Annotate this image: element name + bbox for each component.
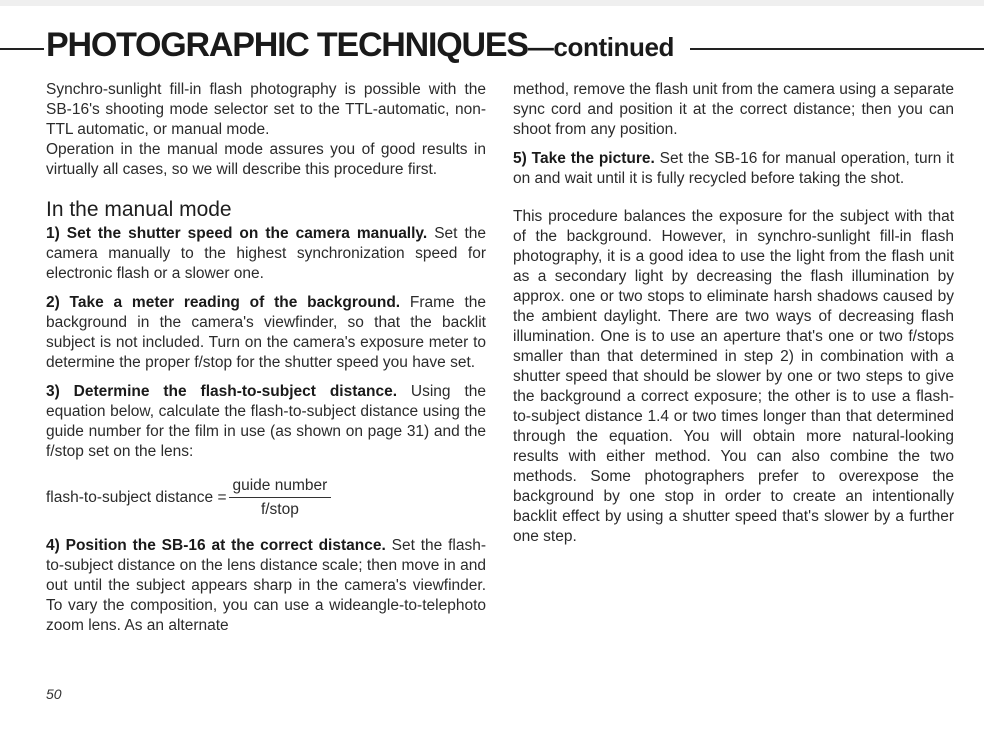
title-continued: —continued	[527, 32, 675, 62]
left-column	[46, 80, 486, 636]
step-4-continuation: method, remove the flash unit from the camera using a separate sync cord and position it at the correct distance; then you can shoot from any position.	[513, 81, 954, 138]
step-1	[46, 224, 486, 284]
step-2-text: Frame the background in the camera's viewfinder, so that the backlit subject is not included. Turn on the camera's exposure meter to determine the proper f/stop for the shutter speed you have set.	[46, 294, 486, 371]
equation-numerator: guide number	[229, 476, 332, 498]
intro-paragraph-2: Operation in the manual mode assures you of good results in virtually all cases, so we will describe this procedure first.	[46, 141, 486, 178]
distance-equation	[46, 476, 486, 520]
step-3-text: Using the equation below, calculate the flash-to-subject distance using the guide number for the film in use (as shown on page 31) and the f/stop set on the lens:	[46, 383, 486, 460]
page-header	[0, 24, 984, 66]
step-5-title: 5) Take the picture.	[513, 150, 655, 167]
header-rule-right	[690, 48, 984, 50]
section-heading: In the manual mode	[46, 198, 232, 221]
step-3-title: 3) Determine the flash-to-subject distance.	[46, 383, 398, 400]
step-2	[46, 293, 486, 373]
step-4-title: 4) Position the SB-16 at the correct distance.	[46, 537, 386, 554]
equation-label: flash-to-subject distance =	[46, 489, 227, 506]
page-number: 50	[46, 686, 62, 702]
right-column	[513, 80, 954, 556]
step-4	[46, 536, 486, 636]
equation-fraction	[229, 476, 332, 520]
page-title	[46, 24, 674, 68]
balance-paragraph: This procedure balances the exposure for the subject with that of the background. However, in synchro-sunlight fill-in flash photography, it is a good idea to use the light from the flash unit as a secondary light by decreasing the flash illumination by approx. one or two stops to eliminate harsh shadows caused by the ambient daylight. There are two ways of decreasing flash illumination. One is to use an aperture that's one or two f/stops smaller than that determined in step 2) in combination with a shutter speed that should be slower by one or two steps to give the background a correct exposure; the other is to use a flash-to-subject distance 1.4 or two times longer than that determined through the equation. You will obtain more natural-looking results with either method. You can also combine the two methods. Some photographers prefer to overexpose the background by one stop in order to create an intentionally backlit effect by using a shutter speed that's slower by a further one step.	[513, 208, 954, 545]
step-3	[46, 382, 486, 462]
step-5-text: Set the SB-16 for manual operation, turn it on and wait until it is fully recycled before taking the shot.	[513, 150, 954, 187]
step-1-title: 1) Set the shutter speed on the camera manually.	[46, 225, 428, 242]
intro-paragraph-1: Synchro-sunlight fill-in flash photography is possible with the SB-16's shooting mode selector set to the TTL-automatic, non-TTL automatic, or manual mode.	[46, 81, 486, 138]
step-1-text: Set the camera manually to the highest synchronization speed for electronic flash or a slower one.	[46, 225, 486, 282]
step-2-title: 2) Take a meter reading of the background.	[46, 294, 401, 311]
step-5	[513, 149, 954, 189]
equation-denominator: f/stop	[260, 501, 299, 518]
header-rule-left	[0, 48, 44, 50]
step-4-text: Set the flash-to-subject distance on the lens distance scale; then move in and out until the subject appears sharp in the camera's viewfinder. To vary the composition, you can use a wideangle-to-telephoto zoom lens. As an alternate	[46, 537, 486, 634]
title-main: PHOTOGRAPHIC TECHNIQUES	[46, 26, 528, 64]
page-top-edge	[0, 0, 984, 6]
